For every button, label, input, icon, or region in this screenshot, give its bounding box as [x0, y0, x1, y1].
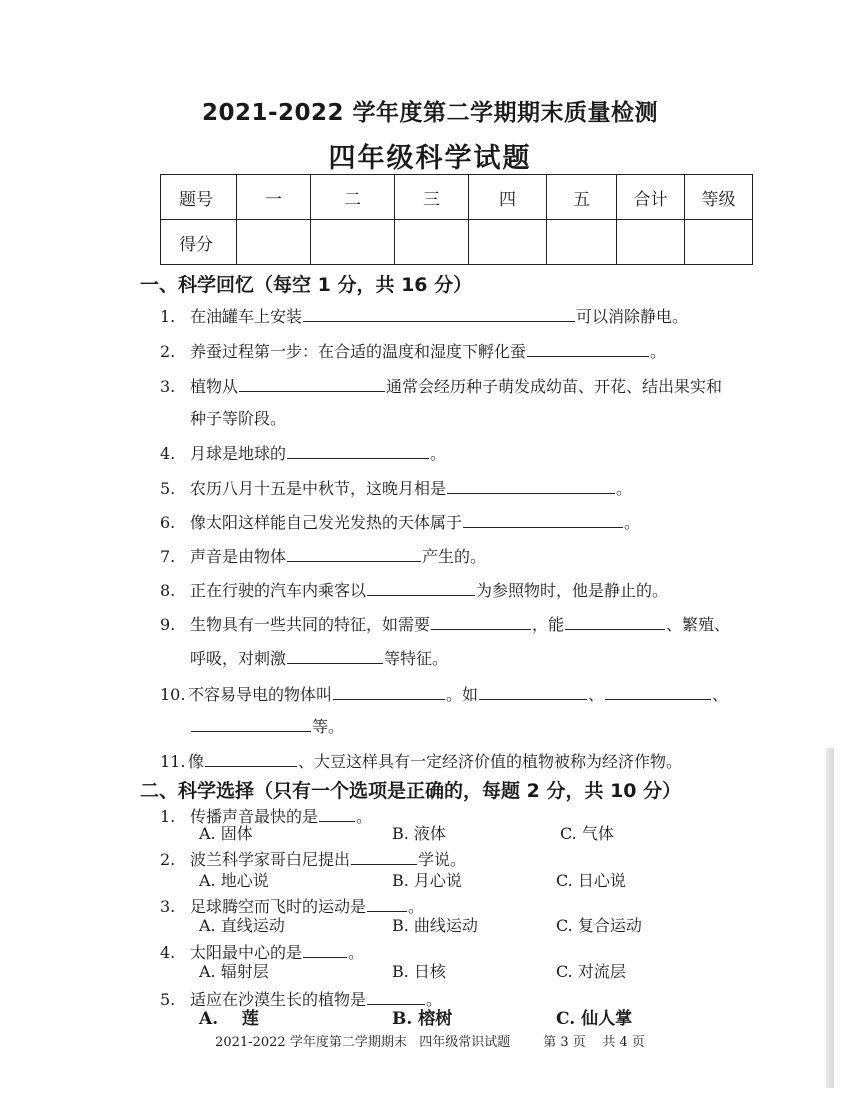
question-1-2: 2. 养蚕过程第一步：在合适的温度和湿度下孵化蚕 。 — [160, 342, 667, 361]
answer-blank[interactable] — [367, 988, 425, 1005]
answer-blank[interactable] — [287, 545, 421, 562]
answer-blank[interactable] — [479, 683, 587, 700]
score-table-score-row — [161, 220, 753, 265]
score-table-header-row — [161, 175, 753, 220]
answer-blank[interactable] — [367, 579, 475, 596]
score-header-cell: 四 — [469, 175, 547, 220]
question-1-10-cont: 等。 — [190, 715, 344, 737]
answer-blank[interactable] — [287, 647, 383, 664]
answer-blank[interactable] — [431, 613, 531, 630]
score-header-cell: 五 — [547, 175, 617, 220]
score-cell[interactable] — [395, 220, 469, 265]
score-cell[interactable] — [685, 220, 753, 265]
question-1-3-cont: 种子等阶段。 — [190, 409, 287, 428]
question-1-9: 9. 生物具有一些共同的特征，如需要 ，能 、繁殖、 — [160, 615, 731, 634]
mc-options-1 — [0, 824, 860, 846]
option-c[interactable]: C. 气体 — [560, 824, 614, 843]
option-a[interactable]: A. 直线运动 — [199, 916, 285, 935]
mc-options-5 — [0, 1009, 860, 1031]
score-header-cell: 题号 — [161, 175, 237, 220]
mc-options-4 — [0, 962, 860, 984]
answer-blank[interactable] — [605, 683, 711, 700]
exam-title: 2021-2022 学年度第二学期期末质量检测 — [201, 100, 659, 126]
answer-blank[interactable] — [239, 375, 385, 392]
option-a[interactable]: A. 固体 — [199, 824, 253, 843]
mc-options-2 — [0, 871, 860, 893]
score-header-cell: 一 — [237, 175, 311, 220]
option-c[interactable]: C. 仙人掌 — [556, 1009, 633, 1029]
score-cell[interactable] — [311, 220, 395, 265]
option-b[interactable]: B. 液体 — [392, 824, 446, 843]
question-1-4: 4. 月球是地球的 。 — [160, 444, 447, 463]
mc-question-2: 2. 波兰科学家哥白尼提出 学说。 — [160, 850, 467, 869]
option-b[interactable]: B. 曲线运动 — [392, 916, 478, 935]
exam-subtitle: 四年级科学试题 — [328, 143, 532, 174]
score-header-cell: 等级 — [685, 175, 753, 220]
mc-question-5: 5. 适应在沙漠生长的植物是 。 — [160, 990, 443, 1009]
page-footer: 2021-2022 学年度第二学期期末 四年级常识试题 第 3 页 共 4 页 — [215, 1035, 645, 1050]
mc-question-4: 4. 太阳最中心的是 。 — [160, 943, 365, 962]
answer-blank[interactable] — [303, 305, 575, 322]
answer-blank[interactable] — [191, 715, 311, 732]
answer-blank[interactable] — [565, 613, 665, 630]
question-1-1: 1. 在油罐车上安装 可以消除静电。 — [160, 307, 689, 326]
answer-blank[interactable] — [333, 683, 445, 700]
section2-heading: 二、科学选择（只有一个选项是正确的，每题 2 分，共 10 分） — [140, 780, 682, 802]
option-a[interactable]: A. 地心说 — [199, 871, 269, 890]
answer-blank[interactable] — [351, 848, 417, 865]
answer-blank[interactable] — [447, 477, 615, 494]
score-row-label: 得分 — [161, 220, 237, 265]
question-1-6: 6. 像太阳这样能自己发光发热的天体属于 。 — [160, 513, 641, 532]
answer-blank[interactable] — [527, 340, 649, 357]
score-cell[interactable] — [469, 220, 547, 265]
answer-blank[interactable] — [367, 895, 407, 912]
answer-blank[interactable] — [205, 750, 297, 767]
score-cell[interactable] — [237, 220, 311, 265]
question-1-8: 8. 正在行驶的汽车内乘客以 为参照物时，他是静止的。 — [160, 581, 669, 600]
mc-question-3: 3. 足球腾空而飞时的运动是 。 — [160, 897, 425, 916]
score-header-cell: 三 — [395, 175, 469, 220]
answer-blank[interactable] — [463, 511, 623, 528]
score-table — [160, 174, 753, 265]
score-cell[interactable] — [617, 220, 685, 265]
option-b[interactable]: B. 榕树 — [392, 1009, 453, 1029]
question-1-10: 10. 不容易导电的物体叫 。如 、 、 — [160, 685, 729, 704]
option-b[interactable]: B. 日核 — [392, 962, 446, 981]
question-1-9-cont: 呼吸，对刺激 等特征。 — [190, 649, 449, 668]
mc-options-3 — [0, 916, 860, 938]
question-1-7: 7. 声音是由物体 产生的。 — [160, 547, 487, 566]
mc-question-1: 1. 传播声音最快的是 。 — [160, 807, 373, 826]
section1-heading: 一、科学回忆（每空 1 分，共 16 分） — [140, 274, 473, 296]
option-a[interactable]: A. 辐射层 — [199, 962, 269, 981]
option-c[interactable]: C. 对流层 — [556, 962, 626, 981]
option-b[interactable]: B. 月心说 — [392, 871, 462, 890]
question-1-5: 5. 农历八月十五是中秋节，这晚月相是 。 — [160, 479, 633, 498]
option-c[interactable]: C. 日心说 — [556, 871, 626, 890]
score-cell[interactable] — [547, 220, 617, 265]
option-c[interactable]: C. 复合运动 — [556, 916, 642, 935]
answer-blank[interactable] — [287, 442, 429, 459]
question-1-3: 3. 植物从 通常会经历种子萌发成幼苗、开花、结出果实和 — [160, 377, 723, 396]
option-a[interactable]: A. 莲 — [199, 1009, 259, 1029]
answer-blank[interactable] — [303, 941, 347, 958]
score-header-cell: 合计 — [617, 175, 685, 220]
answer-blank[interactable] — [319, 805, 355, 822]
question-1-11: 11. 像 、大豆这样具有一定经济价值的植物被称为经济作物。 — [160, 752, 683, 771]
score-header-cell: 二 — [311, 175, 395, 220]
